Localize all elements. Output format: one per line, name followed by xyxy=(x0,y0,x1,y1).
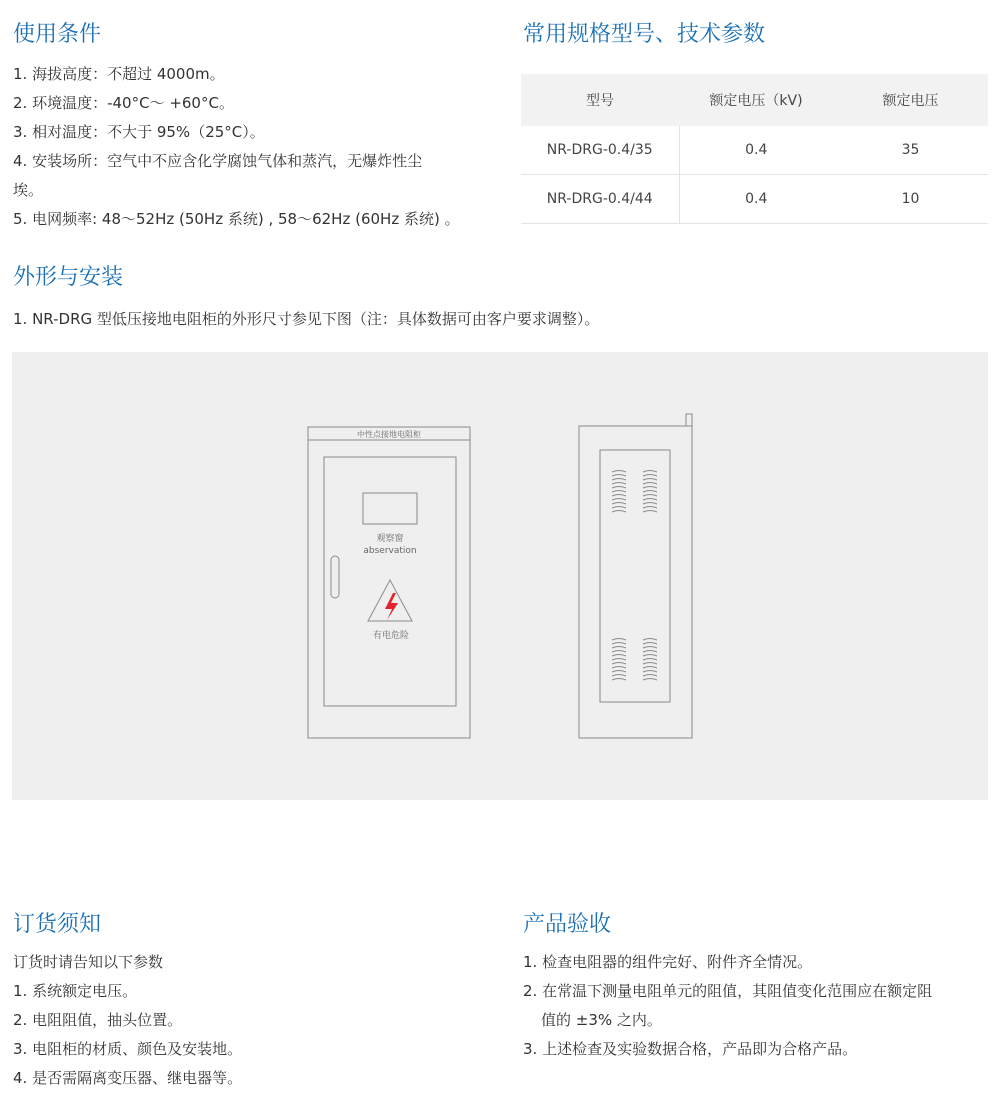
usage-item: 1. 海拔高度：不超过 4000m。 xyxy=(13,65,225,83)
louver-slot xyxy=(643,675,657,677)
cabinet-door xyxy=(324,457,456,706)
louver-slot xyxy=(643,663,657,665)
cabinet-label: 中性点接地电阻柜 xyxy=(357,430,421,439)
louver-slot xyxy=(643,487,657,489)
louver-slot xyxy=(643,503,657,505)
cell-rated: 10 xyxy=(833,175,988,224)
specs-title: 常用规格型号、技术参数 xyxy=(523,22,766,47)
louver-slot xyxy=(643,655,657,657)
order-item: 订货时请告知以下参数 xyxy=(13,953,164,971)
louver-slot xyxy=(612,487,626,489)
shape-note xyxy=(13,305,599,334)
louver-slot xyxy=(612,667,626,669)
side-panel xyxy=(600,450,670,702)
usage-item: 3. 相对温度：不大于 95%（25°C）。 xyxy=(13,123,265,141)
louver-slot xyxy=(643,475,657,477)
louver-slot xyxy=(612,495,626,497)
window-label-cn: 观察窗 xyxy=(376,534,404,544)
louver-slot xyxy=(643,471,657,473)
observation-window xyxy=(363,493,417,524)
louver-slot xyxy=(643,651,657,653)
shape-note-text: 1. NR-DRG 型低压接地电阻柜的外形尺寸参见下图（注：具体数据可由客户要求调整）。 xyxy=(13,310,600,328)
window-label-en: abservation xyxy=(363,546,417,556)
louver-slot xyxy=(643,479,657,481)
usage-item: 4. 安装场所：空气中不应含化学腐蚀气体和蒸汽，无爆炸性尘 xyxy=(13,152,423,170)
spec-table-header-row xyxy=(521,74,988,126)
usage-item: 5. 电网频率: 48～52Hz (50Hz 系统) , 58～62Hz (60Hz 系统) 。 xyxy=(13,210,460,228)
acceptance-item: 2. 在常温下测量电阻单元的阻值，其阻值变化范围应在额定阻 xyxy=(523,982,933,1000)
acceptance-title: 产品验收 xyxy=(523,912,612,937)
cabinet-drawing-panel xyxy=(12,352,988,800)
louver-slot xyxy=(612,663,626,665)
louver-slot xyxy=(612,503,626,505)
warning-label: 有电危险 xyxy=(372,631,410,641)
cell-voltage: 0.4 xyxy=(679,126,833,175)
louver-slot xyxy=(612,507,626,509)
louver-slot xyxy=(643,659,657,661)
table-row xyxy=(521,126,988,175)
spec-table xyxy=(521,74,988,224)
cabinet-side-outline xyxy=(579,426,692,738)
louver-slot xyxy=(643,647,657,649)
louver-slot xyxy=(643,671,657,673)
cell-model: NR-DRG-0.4/44 xyxy=(521,175,679,224)
louver-slot xyxy=(612,483,626,485)
louver-slot xyxy=(643,495,657,497)
louver-slot xyxy=(612,499,626,501)
louver-slot xyxy=(612,643,626,645)
louver-slot xyxy=(643,507,657,509)
usage-list xyxy=(13,60,460,234)
cell-model: NR-DRG-0.4/35 xyxy=(521,126,679,175)
louver-slot xyxy=(612,651,626,653)
header-voltage: 额定电压（kV) xyxy=(679,74,833,126)
order-item: 1. 系统额定电压。 xyxy=(13,982,138,1000)
louver-slot xyxy=(643,667,657,669)
order-item: 3. 电阻柜的材质、颜色及安装地。 xyxy=(13,1040,243,1058)
usage-item: 2. 环境温度：-40°C～ +60°C。 xyxy=(13,94,234,112)
acceptance-item: 3. 上述检查及实验数据合格，产品即为合格产品。 xyxy=(523,1040,858,1058)
order-item: 4. 是否需隔离变压器、继电器等。 xyxy=(13,1069,243,1087)
louver-slot xyxy=(612,659,626,661)
louver-slot xyxy=(643,499,657,501)
acceptance-item: 值的 ±3% 之内。 xyxy=(541,1011,662,1029)
louver-slot xyxy=(612,675,626,677)
louver-slot xyxy=(612,491,626,493)
shape-title: 外形与安装 xyxy=(13,265,124,290)
header-model: 型号 xyxy=(521,74,679,126)
louver-slot xyxy=(612,647,626,649)
louver-slot xyxy=(612,479,626,481)
cell-rated: 35 xyxy=(833,126,988,175)
door-handle xyxy=(331,556,339,598)
header-rated: 额定电压 xyxy=(833,74,988,126)
louver-slot xyxy=(612,655,626,657)
louver-slot xyxy=(612,671,626,673)
louver-slot xyxy=(612,639,626,641)
cabinet-drawing xyxy=(12,352,988,800)
table-row xyxy=(521,175,988,224)
usage-title: 使用条件 xyxy=(13,22,102,47)
cell-voltage: 0.4 xyxy=(679,175,833,224)
order-item: 2. 电阻阻值，抽头位置。 xyxy=(13,1011,183,1029)
order-list xyxy=(13,948,242,1093)
side-top-tab xyxy=(686,414,692,426)
ventilation-louvers xyxy=(612,471,657,681)
louver-slot xyxy=(643,483,657,485)
louver-slot xyxy=(643,511,657,513)
louver-slot xyxy=(612,475,626,477)
usage-item: 埃。 xyxy=(13,181,44,199)
louver-slot xyxy=(643,639,657,641)
order-title: 订货须知 xyxy=(13,912,102,937)
louver-slot xyxy=(612,679,626,681)
louver-slot xyxy=(643,491,657,493)
lightning-bolt-icon xyxy=(385,593,398,620)
louver-slot xyxy=(612,471,626,473)
louver-slot xyxy=(643,679,657,681)
acceptance-item: 1. 检查电阻器的组件完好、附件齐全情况。 xyxy=(523,953,813,971)
louver-slot xyxy=(643,643,657,645)
louver-slot xyxy=(612,511,626,513)
acceptance-list xyxy=(523,948,932,1064)
